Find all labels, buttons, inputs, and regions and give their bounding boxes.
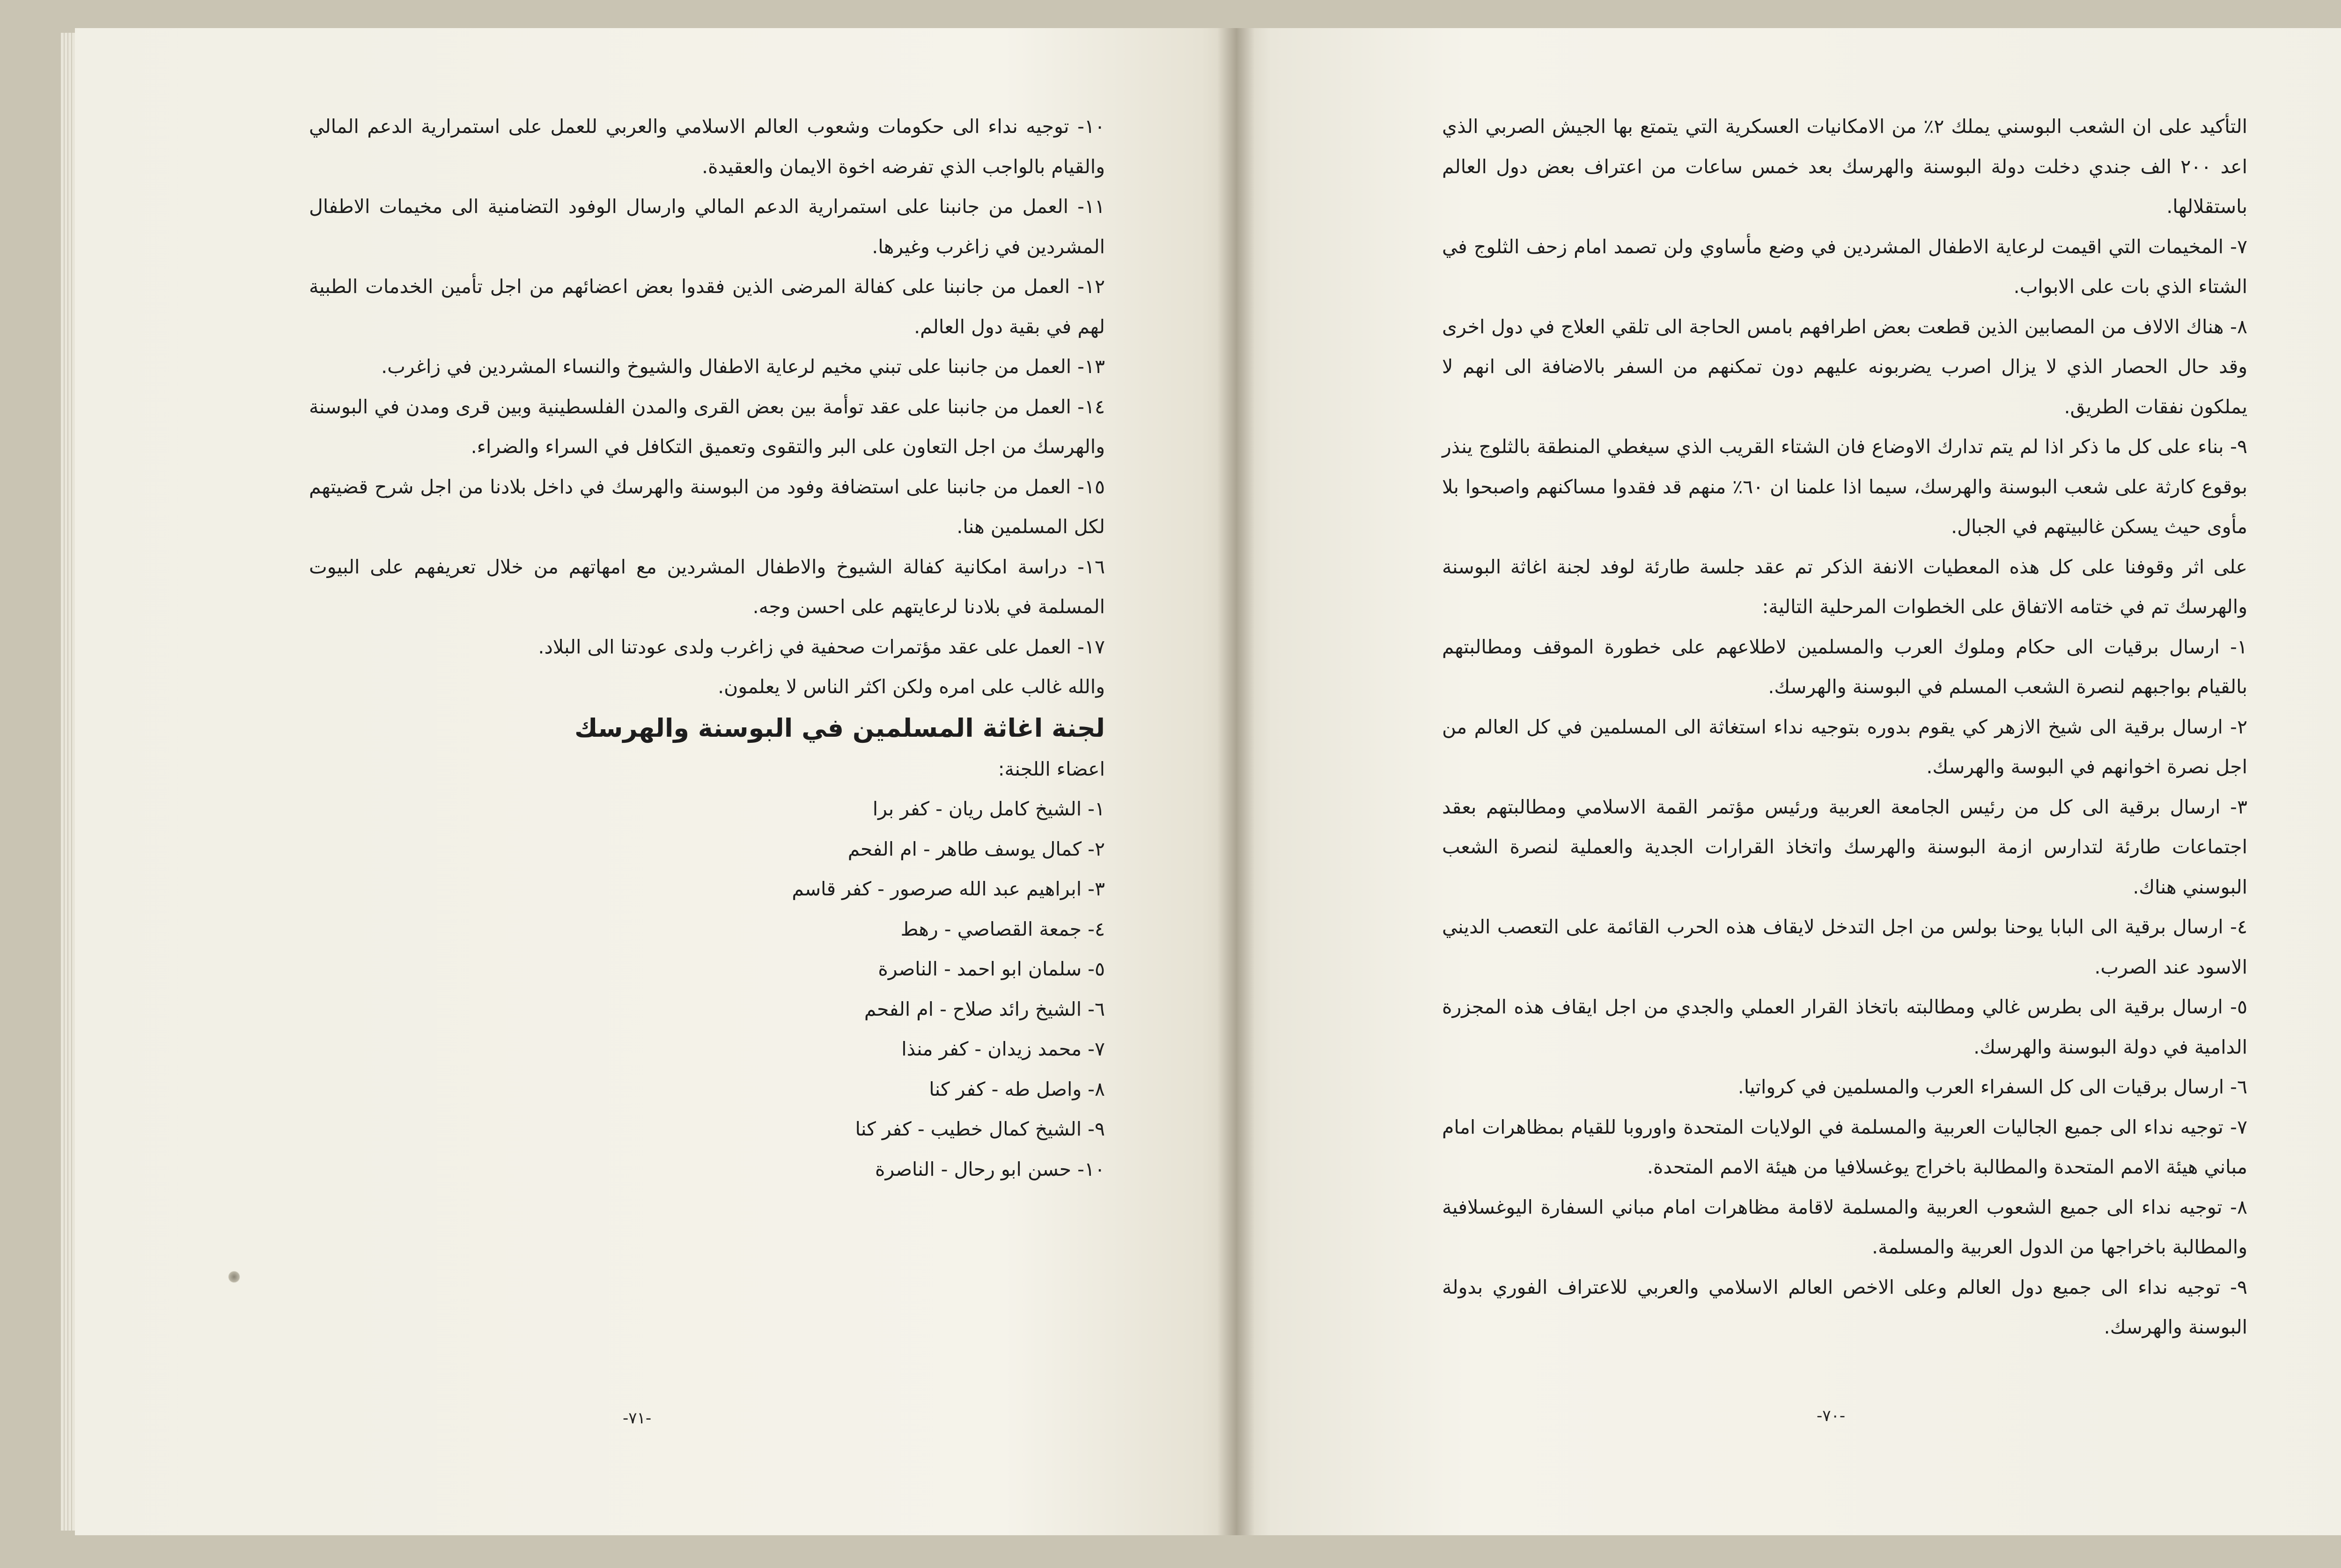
paragraph: ١٣- العمل من جانبنا على تبني مخيم لرعاية الاطفال والشيوخ والنساء المشردين في زاغرب. [381, 355, 1105, 378]
closing-line: والله غالب على امره ولكن اكثر الناس لا يعلمون. [718, 675, 1105, 698]
paragraph: ٧- المخيمات التي اقيمت لرعاية الاطفال المشردين في وضع مأساوي ولن تصمد امام زحف الثلوج في الشتاء الذي بات على الابواب. [1442, 235, 2247, 298]
page-number-right: -٧٠- [1817, 1407, 1846, 1425]
member-item: ٥- سلمان ابو احمد - الناصرة [878, 958, 1105, 980]
paragraph: ٣- ارسال برقية الى كل من رئيس الجامعة العربية ورئيس مؤتمر القمة الاسلامي ومطالبتهم بعقد اجتماعات طارئة لتدارس ازمة البوسنة والهرسك واتخاذ القرارات الجدية والعملية لنصرة الشعب البوسني هناك. [1442, 795, 2247, 898]
paragraph: ١٦- دراسة امكانية كفالة الشيوخ والاطفال المشردين مع امهاتهم من خلال تعريفهم على البيوت المسلمة في بلادنا لرعايتهم على احسن وجه. [309, 555, 1105, 618]
paragraph: التأكيد على ان الشعب البوسني يملك ٢٪ من الامكانيات العسكرية التي يتمتع بها الجيش الصربي الذي اعد ٢٠٠ الف جندي دخلت دولة البوسنة والهرسك بعد خمس ساعات من اعتراف بعض دول العالم باستقلالها. [1442, 115, 2248, 218]
paragraph: ٨- توجيه نداء الى جميع الشعوب العربية والمسلمة لاقامة مظاهرات امام مباني السفارة اليوغسلافية والمطالبة باخراجها من الدول العربية والمسلمة. [1442, 1195, 2247, 1258]
member-item: ١٠- حسن ابو رحال - الناصرة [875, 1158, 1105, 1180]
member-item: ٧- محمد زيدان - كفر منذا [901, 1038, 1105, 1060]
paragraph: ١٧- العمل على عقد مؤتمرات صحفية في زاغرب ولدى عودتنا الى البلاد. [538, 635, 1105, 658]
right-page-text [1442, 107, 2247, 1348]
book-gutter [1217, 28, 1255, 1535]
member-item: ٦- الشيخ رائد صلاح - ام الفحم [864, 997, 1105, 1020]
paragraph: ٢- ارسال برقية الى شيخ الازهر كي يقوم بدوره بتوجيه نداء استغاثة الى المسلمين في كل العالم من اجل نصرة اخوانهم في البوسة والهرسك. [1442, 715, 2247, 778]
paper-stain [228, 1271, 240, 1283]
paragraph: ٧- توجيه نداء الى جميع الجاليات العربية والمسلمة في الولايات المتحدة واوروبا للقيام بمظاهرات امام مباني هيئة الامم المتحدة والمطالبة باخراج يوغسلافيا من هيئة الامم المتحدة. [1442, 1115, 2247, 1178]
paragraph: ١٠- توجيه نداء الى حكومات وشعوب العالم الاسلامي والعربي للعمل على استمرارية الدعم المالي والقيام بالواجب الذي تفرضه اخوة الايمان والعقيدة. [309, 115, 1105, 178]
paragraph: ٩- بناء على كل ما ذكر اذا لم يتم تدارك الاوضاع فان الشتاء القريب الذي سيغطي المنطقة بالثلوج ينذر بوقوع كارثة على شعب البوسنة والهرسك، سيما اذا علمنا ان ٦٠٪ منهم قد فقدوا مساكنهم واصبحوا بلا مأوى حيث يسكن غالبيتهم في الجبال. [1442, 435, 2247, 538]
left-page-text [309, 107, 1105, 1189]
paragraph: ١- ارسال برقيات الى حكام وملوك العرب والمسلمين لاطلاعهم على خطورة الموقف ومطالبتهم بالقيام بواجبهم لنصرة الشعب المسلم في البوسنة والهرسك. [1442, 635, 2247, 698]
paragraph: ١٢- العمل من جانبنا على كفالة المرضى الذين فقدوا بعض اعضائهم من اجل تأمين الخدمات الطبية لهم في بقية دول العالم. [309, 275, 1105, 338]
paragraph: ٨- هناك الالاف من المصابين الذين قطعت بعض اطرافهم بامس الحاجة الى تلقي العلاج في دول اخرى وقد حال الحصار الذي لا يزال اصرب يضربونه عليهم دون تمكنهم من السفر بالاضافة الى انهم لا يملكون نفقات الطريق. [1442, 315, 2247, 418]
paragraph: ١١- العمل من جانبنا على استمرارية الدعم المالي وارسال الوفود التضامنية الى مخيمات الاطفال المشردين في زاغرب وغيرها. [309, 195, 1105, 258]
members-label: اعضاء اللجنة: [998, 757, 1105, 780]
member-item: ٨- واصل طه - كفر كنا [929, 1077, 1105, 1100]
paragraph: ١٤- العمل من جانبنا على عقد توأمة بين بعض القرى والمدن الفلسطينية وبين قرى ومدن في البوسنة والهرسك من اجل التعاون على البر والتقوى وتعميق التكافل في السراء والضراء. [309, 395, 1105, 458]
paragraph: على اثر وقوفنا على كل هذه المعطيات الانفة الذكر تم عقد جلسة طارئة لوفد لجنة اغاثة البوسنة والهرسك تم في ختامه الاتفاق على الخطوات المرحلية التالية: [1442, 555, 2247, 618]
member-item: ١- الشيخ كامل ريان - كفر برا [872, 798, 1105, 820]
member-item: ٤- جمعة القصاصي - رهط [900, 917, 1105, 940]
member-item: ٢- كمال يوسف طاهر - ام الفحم [847, 837, 1105, 860]
member-item: ٩- الشيخ كمال خطيب - كفر كنا [855, 1118, 1105, 1140]
member-item: ٣- ابراهيم عبد الله صرصور - كفر قاسم [792, 878, 1105, 900]
committee-heading: لجنة اغاثة المسلمين في البوسنة والهرسك [574, 713, 1105, 743]
paragraph: ١٥- العمل من جانبنا على استضافة وفود من البوسنة والهرسك في داخل بلادنا من اجل شرح قضيتهم لكل المسلمين هنا. [309, 475, 1105, 538]
paragraph: ٤- ارسال برقية الى البابا يوحنا بولس من اجل التدخل لايقاف هذه الحرب القائمة على التعصب الديني الاسود عند الصرب. [1442, 916, 2247, 978]
page-number-left: -٧١- [623, 1409, 652, 1428]
paragraph: ٩- توجيه نداء الى جميع دول العالم وعلى الاخص العالم الاسلامي والعربي للاعتراف الفوري بدولة البوسنة والهرسك. [1442, 1275, 2247, 1338]
paragraph: ٦- ارسال برقيات الى كل السفراء العرب والمسلمين في كرواتيا. [1737, 1076, 2247, 1098]
paragraph: ٥- ارسال برقية الى بطرس غالي ومطالبته باتخاذ القرار العملي والجدي من اجل ايقاف هذه المجزرة الدامية في دولة البوسنة والهرسك. [1442, 996, 2247, 1058]
